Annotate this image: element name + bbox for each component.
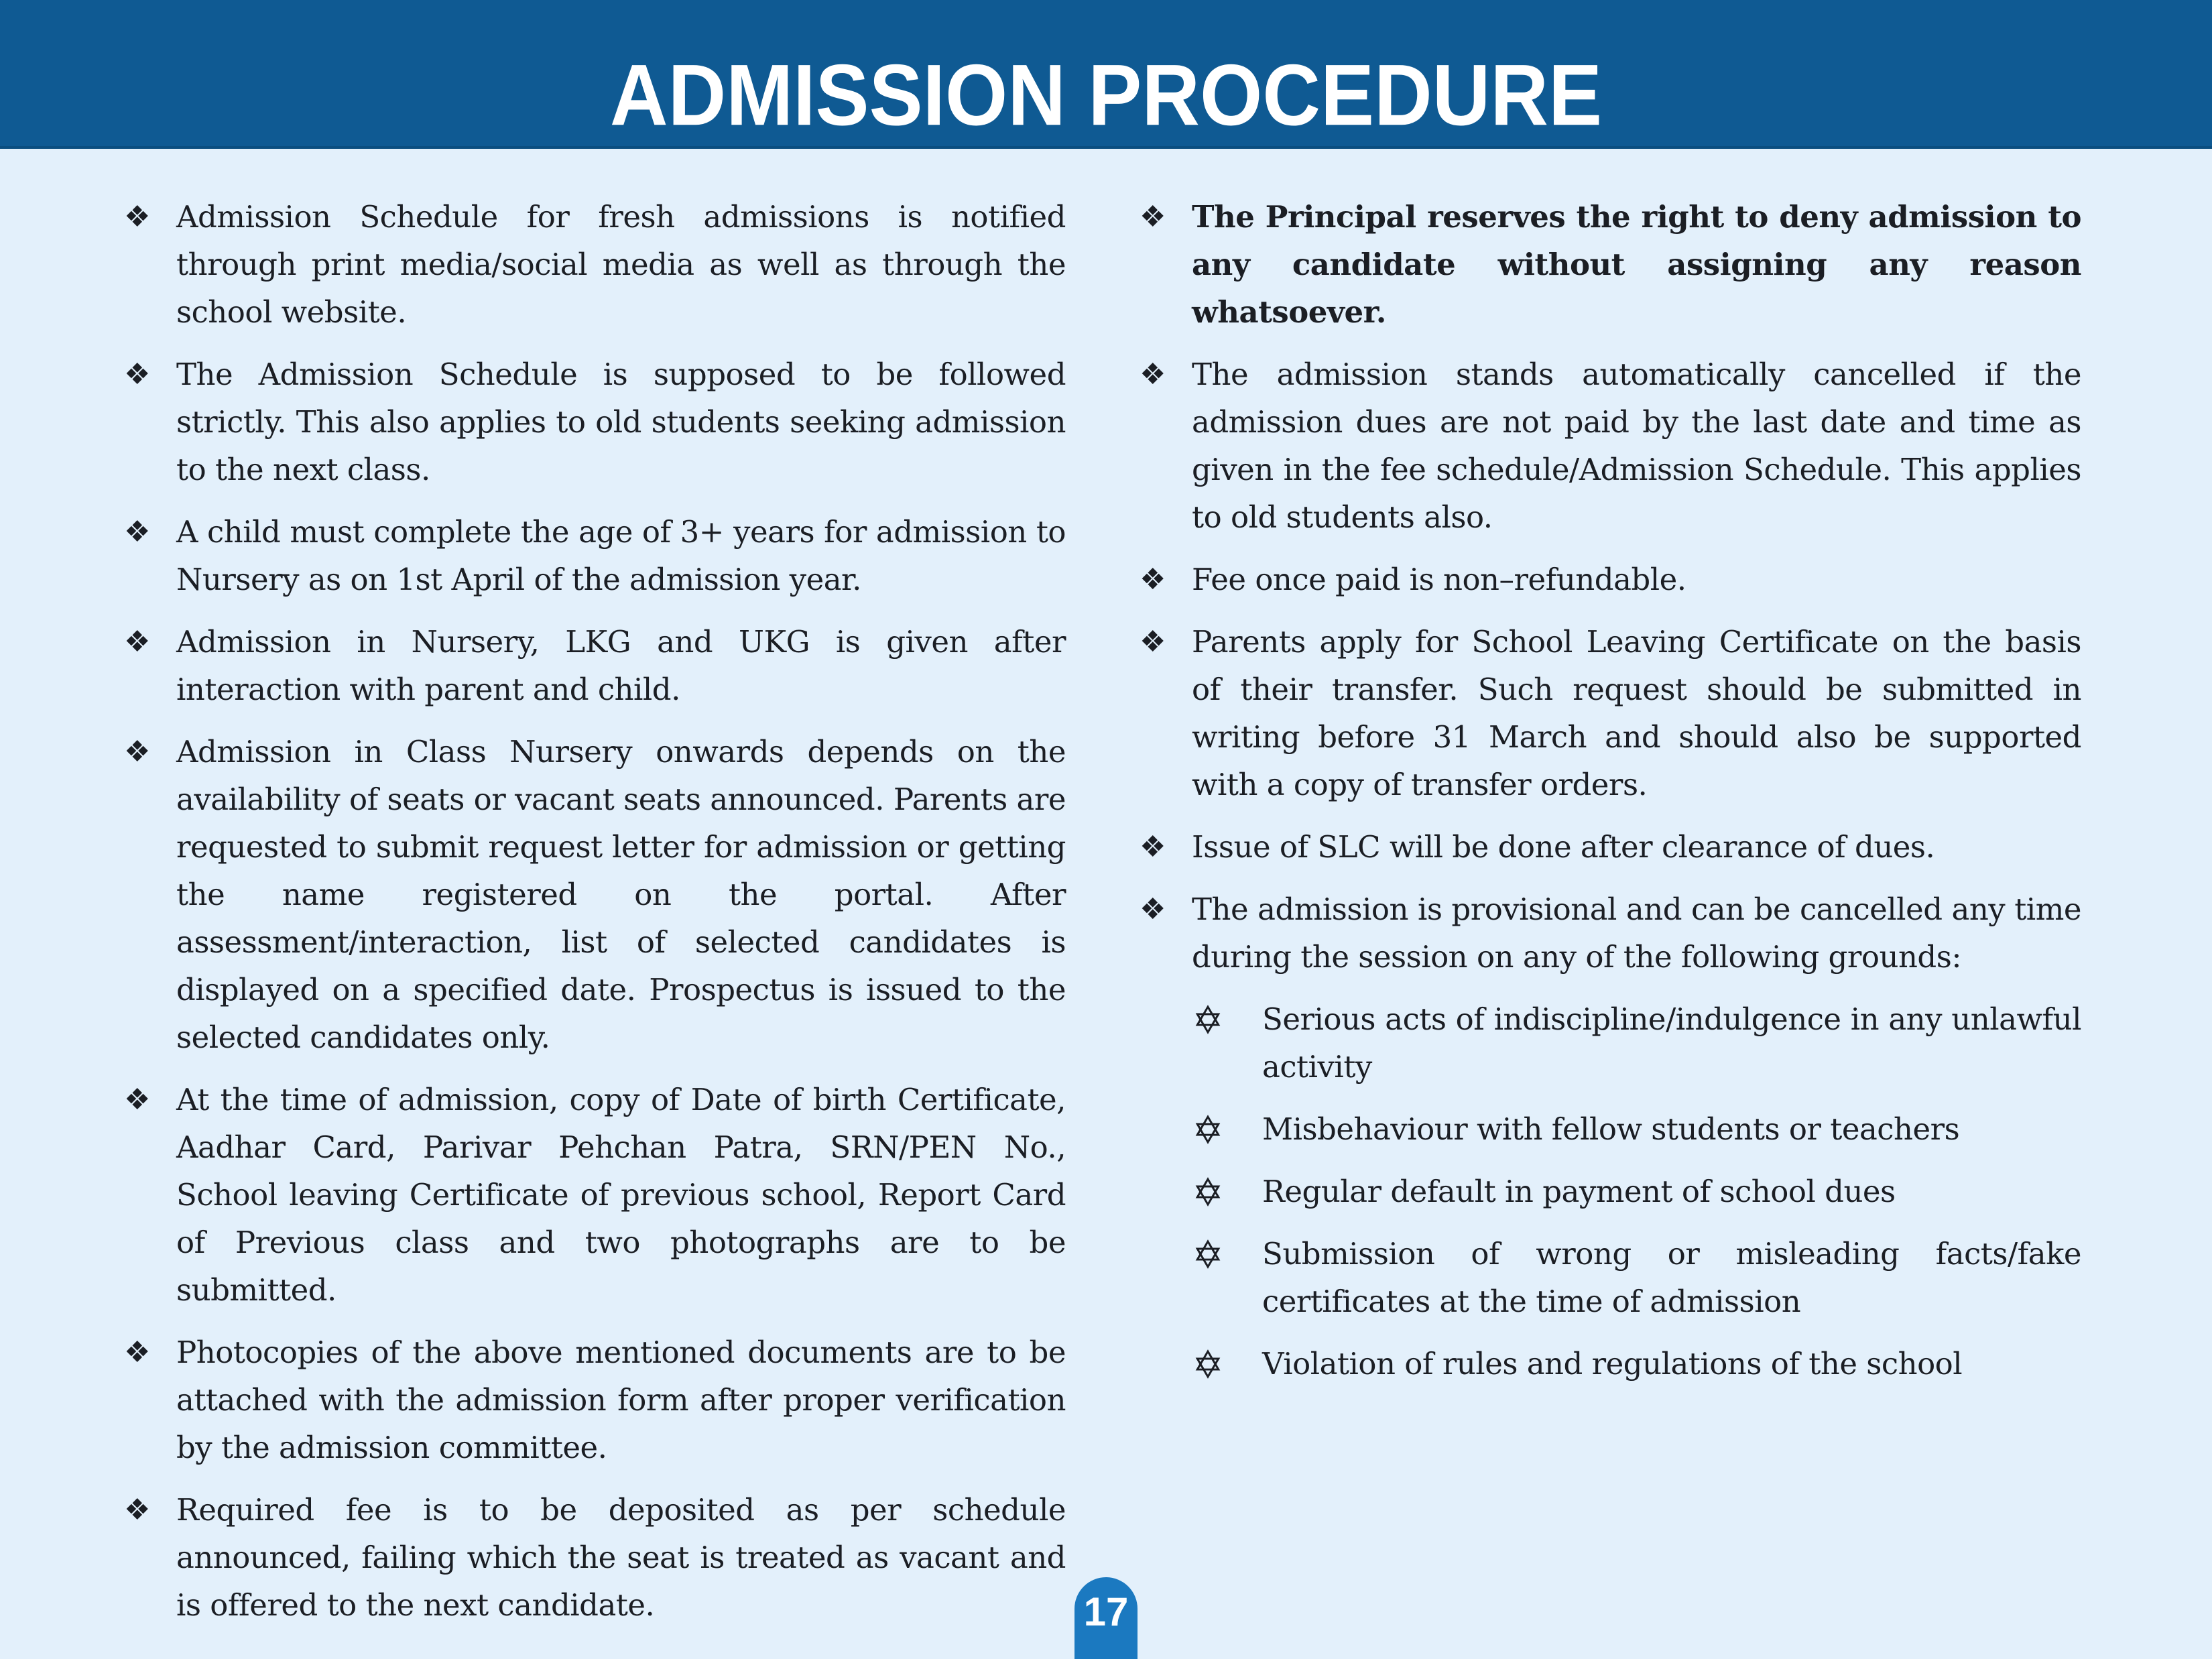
page-title: ADMISSION PROCEDURE [609, 46, 1603, 144]
bullet-text: Admission in Class Nursery onwards depends on the availability of seats or vacant seats announced. Parents are requested to submit request letter for admission or getting the name registered on the portal. After assessment/interaction, list of selected candidates is displayed on a specified date. Prospectus is issued to the selected candidates only. [176, 734, 1066, 1055]
bullet-text: Admission Schedule for fresh admissions is notified through print media/social media as well as through the school website. [176, 199, 1066, 330]
sub-bullet-item [1194, 1230, 2081, 1325]
diamond-bullet-icon: ❖ [1140, 830, 1166, 864]
page-number: 17 [1083, 1589, 1129, 1634]
bullet-text: The Admission Schedule is supposed to be followed strictly. This also applies to old students seeking admission to the next class. [176, 357, 1066, 487]
diamond-bullet-icon: ❖ [124, 1493, 151, 1527]
diamond-bullet-icon: ❖ [1140, 625, 1166, 659]
diamond-bullet-icon: ❖ [1140, 892, 1166, 926]
diamond-bullet-icon: ❖ [124, 1083, 151, 1117]
sub-bullet-text: Violation of rules and regulations of the school [1262, 1346, 1963, 1381]
bullet-item [124, 1076, 1066, 1314]
bullet-item [124, 351, 1066, 493]
sub-bullet-item [1194, 995, 2081, 1091]
diamond-bullet-icon: ❖ [124, 625, 151, 659]
bullet-item [1140, 618, 2081, 808]
diamond-bullet-icon: ❖ [1140, 200, 1166, 234]
bullet-item [124, 728, 1066, 1061]
diamond-bullet-icon: ❖ [1140, 562, 1166, 597]
bullet-item [1140, 351, 2081, 541]
diamond-bullet-icon: ❖ [124, 735, 151, 769]
bullet-text: The Principal reserves the right to deny admission to any candidate without assigning any reason whatsoever. [1192, 199, 2081, 330]
bullet-text: Photocopies of the above mentioned documents are to be attached with the admission form after proper verification by the admission committee. [176, 1335, 1066, 1465]
bullet-text: Parents apply for School Leaving Certificate on the basis of their transfer. Such request should be submitted in writing before 31 March and should also be supported with a copy of transfer orders. [1192, 624, 2081, 802]
sub-bullet-item [1194, 1168, 2081, 1215]
sub-bullet-text: Misbehaviour with fellow students or teachers [1262, 1111, 1960, 1147]
bullet-text: Required fee is to be deposited as per schedule announced, failing which the seat is treated as vacant and is offered to the next candidate. [176, 1492, 1066, 1623]
sub-bullet-text: Submission of wrong or misleading facts/fake certificates at the time of admission [1262, 1236, 2081, 1319]
bullet-item [1140, 556, 2081, 603]
star-of-david-bullet-icon [1194, 1168, 1262, 1208]
bullet-item [124, 1329, 1066, 1471]
page-header [0, 0, 2212, 149]
diamond-bullet-icon: ❖ [124, 1335, 151, 1369]
bullet-text: A child must complete the age of 3+ years for admission to Nursery as on 1st April of the admission year. [176, 514, 1066, 597]
diamond-bullet-icon: ❖ [124, 357, 151, 391]
diamond-bullet-icon: ❖ [124, 200, 151, 234]
star-of-david-bullet-icon [1194, 995, 1262, 1036]
sub-bullet-text: Serious acts of indiscipline/indulgence in any unlawful activity [1262, 1001, 2081, 1085]
left-column [124, 193, 1066, 1644]
bullet-item [1140, 885, 2081, 981]
bullet-text: The admission stands automatically cancelled if the admission dues are not paid by the last date and time as given in the fee schedule/Admission Schedule. This applies to old students also. [1192, 357, 2081, 535]
bullet-text: Issue of SLC will be done after clearance of dues. [1192, 829, 1935, 865]
bullet-text: The admission is provisional and can be cancelled any time during the session on any of the following grounds: [1192, 892, 2081, 975]
sub-bullet-item [1194, 1340, 2081, 1388]
star-of-david-bullet-icon [1194, 1105, 1262, 1146]
bullet-text: Admission in Nursery, LKG and UKG is given after interaction with parent and child. [176, 624, 1066, 707]
star-of-david-bullet-icon [1194, 1230, 1262, 1270]
bullet-item [124, 508, 1066, 603]
content [0, 149, 2212, 1644]
sub-bullet-item [1194, 1105, 2081, 1153]
sub-bullet-text: Regular default in payment of school dues [1262, 1174, 1896, 1209]
star-of-david-bullet-icon [1194, 1340, 1262, 1380]
bullet-item [1140, 193, 2081, 336]
bullet-item [1140, 823, 2081, 871]
diamond-bullet-icon: ❖ [1140, 357, 1166, 391]
bullet-text: At the time of admission, copy of Date of birth Certificate, Aadhar Card, Parivar Pehchan Patra, SRN/PEN No., School leaving Certificate of previous school, Report Card of Previous class and two photographs are to be submitted. [176, 1082, 1066, 1308]
bullet-item [124, 618, 1066, 713]
page-number-badge [1074, 1577, 1138, 1659]
right-column [1140, 193, 2081, 1644]
bullet-item [124, 193, 1066, 336]
bullet-text: Fee once paid is non–refundable. [1192, 562, 1686, 597]
bullet-item [124, 1486, 1066, 1629]
bullet-item-with-sublist [1140, 885, 2081, 1388]
sub-bullet-list [1140, 995, 2081, 1388]
diamond-bullet-icon: ❖ [124, 515, 151, 549]
